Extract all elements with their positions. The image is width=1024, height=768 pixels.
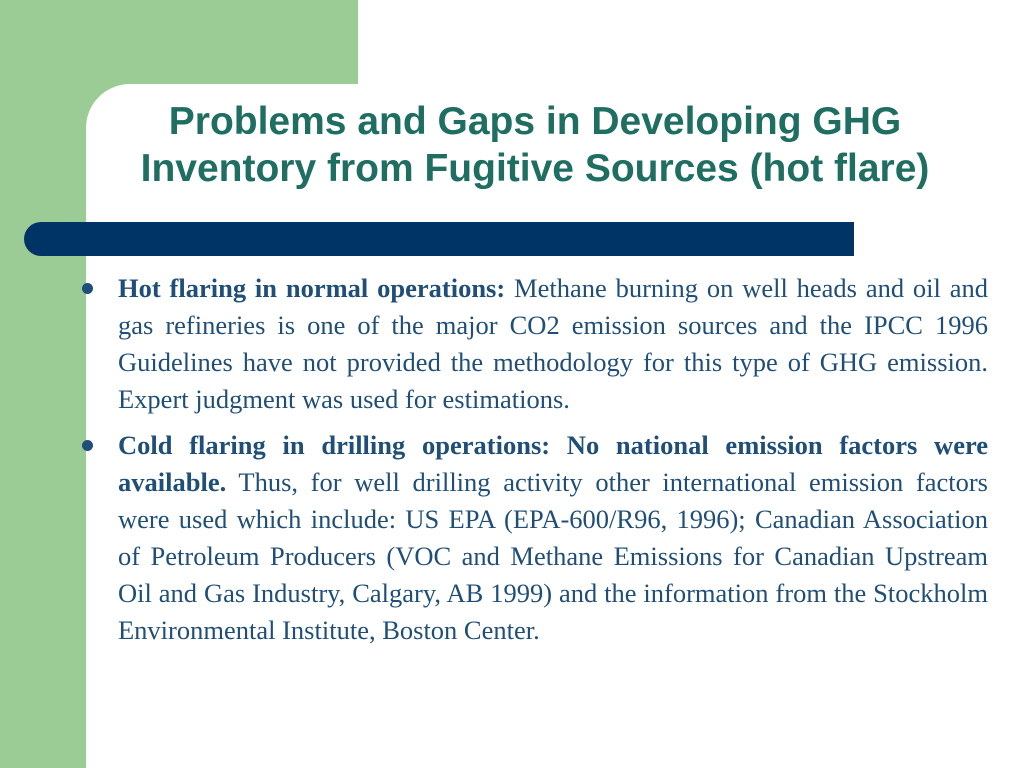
bullet-item-cold-flaring — [78, 427, 988, 649]
bullet-dot-icon — [82, 283, 93, 294]
bullet-body: Thus, for well drilling activity other international emission factors were used which include: US EPA (EPA-600/R96, 1996); Canadian Association of Petroleum Producers (VOC and Methane Emissions for Canadian Upstream Oil and Gas Industry, Calgary, AB 1999) and the information from the Stockholm Environmental Institute, Boston Center. — [118, 467, 988, 645]
bullet-body: Methane burning on well heads and oil and gas refineries is one of the major CO2 emission sources and the IPCC 1996 Guidelines have not provided the methodology for this type of GHG emission. Expert judgment was used for estimations. — [118, 273, 988, 414]
title-divider-bar — [24, 222, 854, 256]
slide-title — [60, 98, 1010, 192]
bullet-item-hot-flaring — [78, 270, 988, 418]
bullet-heading: Hot flaring in normal operations: — [118, 273, 506, 303]
title-line-2: Inventory from Fugitive Sources (hot flare) — [140, 147, 930, 190]
bullet-heading: Cold flaring in drilling operations: No national emission factors were available. — [118, 430, 988, 497]
bullet-list — [78, 270, 988, 658]
title-line-1: Problems and Gaps in Developing GHG — [168, 100, 902, 143]
bullet-dot-icon — [82, 440, 93, 451]
